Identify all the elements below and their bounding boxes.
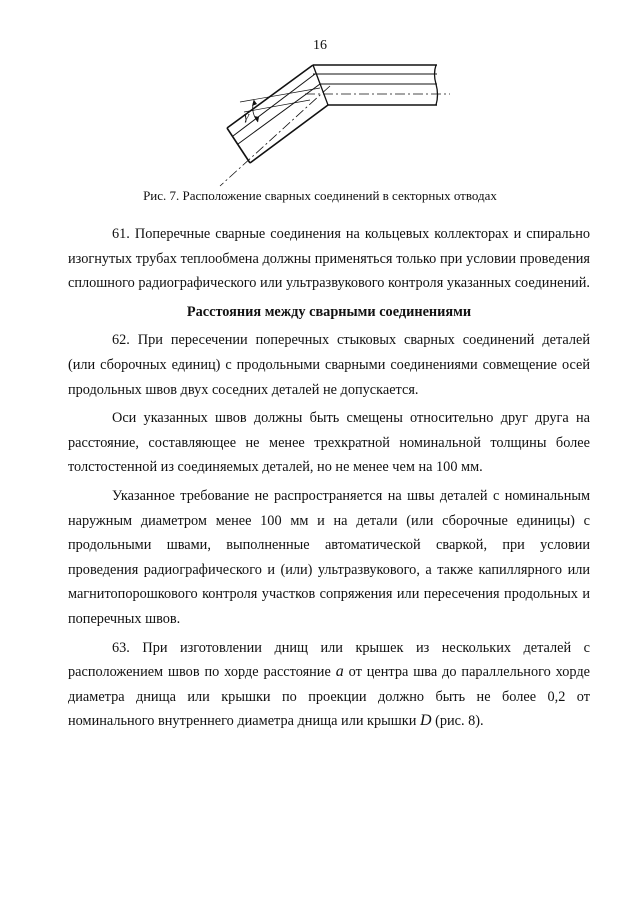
page-number: 16: [313, 38, 327, 53]
symbol-a: a: [335, 663, 344, 681]
figure-caption: Рис. 7. Расположение сварных соединений в секторных отводах: [143, 188, 497, 203]
paragraph-63-text: от центра шва до параллельного хорде диаметра днища или крышки по проекции должно быть не более 0,2 от номинального внутреннего диаметра днища или крышки: [68, 664, 591, 730]
angle-label: γ: [244, 108, 250, 123]
body-text: [68, 222, 590, 738]
sector-bend-figure: [210, 58, 460, 193]
paragraph-62-offset: Оси указанных швов должны быть смещены относительно друг друга на расстояние, составляющее не менее трехкратной номинальной толщины более толстостенной из соединяемых деталей, но не менее чем на 100 мм.: [68, 410, 590, 476]
paragraph-63-text: 63. При изготовлении днищ или крышек из нескольких деталей с расположением швов по хорде расстояние: [68, 639, 590, 681]
paragraph-63: [68, 636, 590, 734]
pipe-break: [435, 65, 438, 105]
paragraph-62-exception: Указанное требование не распространяется на швы деталей с номинальным наружным диаметром менее 100 мм и на детали (или сборочные единицы) с продольными швами, выполненные автоматической сваркой, при условии проведения радиографического и (или) ультразвукового, а также капиллярного или магнитопорошкового контроля участков сопряжения или пересечения продольных и поперечных швов.: [68, 487, 590, 627]
section-heading: Расстояния между сварными соединениями: [186, 303, 472, 320]
bend-end: [227, 128, 250, 163]
paragraph-61: 61. Поперечные сварные соединения на кольцевых коллекторах и спирально изогнутых трубах теплообмена должны применяться только при условии проведения сплошного радиографического или ультразвукового контроля указанных соединений.: [68, 226, 590, 292]
paragraph-63-text: (рис. 8).: [431, 713, 484, 730]
arrow-icon: [252, 100, 257, 106]
paragraph-62: 62. При пересечении поперечных стыковых сварных соединений деталей (или сборочных единиц) с продольными сварными соединениями совмещение осей продольных швов двух соседних деталей не допускается.: [68, 332, 590, 398]
symbol-d: D: [419, 712, 432, 730]
bend-inner-line: [233, 74, 315, 136]
bend-inner-line: [238, 84, 320, 144]
axis-line: [220, 86, 330, 186]
